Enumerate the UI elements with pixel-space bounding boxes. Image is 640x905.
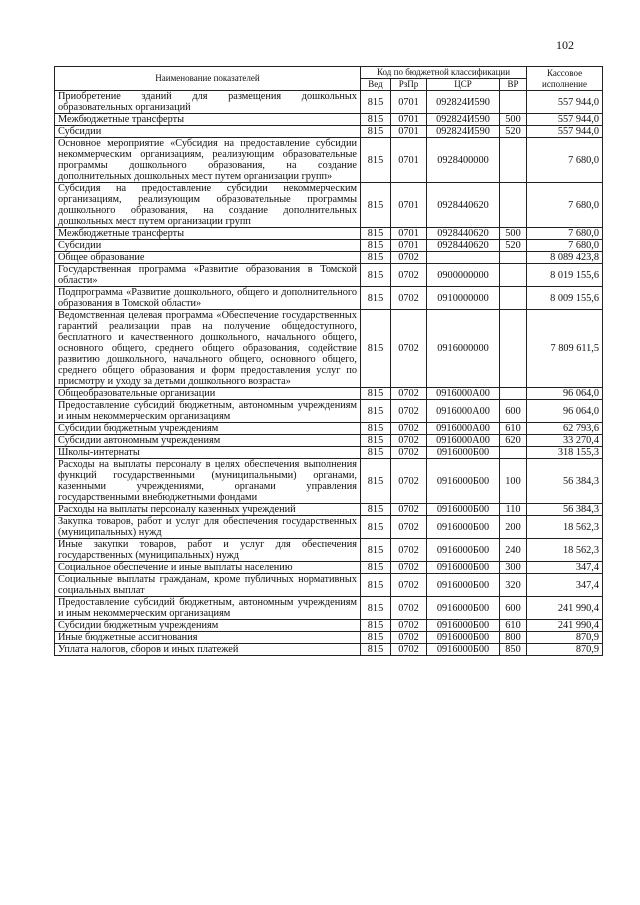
table-row (55, 91, 603, 114)
row-rzpr: 0702 (391, 459, 427, 504)
row-name: Подпрограмма «Развитие дошкольного, общего и дополнительного образования в Томской области» (55, 287, 361, 310)
row-csr (427, 252, 500, 264)
row-amount: 18 562,3 (527, 516, 603, 539)
row-name: Иные бюджетные ассигнования (55, 632, 361, 644)
row-amount: 7 809 611,5 (527, 310, 603, 388)
row-rzpr: 0702 (391, 264, 427, 287)
table-row (55, 562, 603, 574)
row-rzpr: 0702 (391, 620, 427, 632)
table-row (55, 597, 603, 620)
row-csr: 0916000Б00 (427, 597, 500, 620)
row-amount: 8 089 423,8 (527, 252, 603, 264)
row-name: Закупка товаров, работ и услуг для обеспечения государственных (муниципальных) нужд (55, 516, 361, 539)
row-vr: 610 (500, 423, 527, 435)
row-rzpr: 0702 (391, 423, 427, 435)
row-name: Субсидия на предоставление субсидии некоммерческим организациям, реализующим образовательные программы дошкольного образования, на создание дополнительных дошкольных мест путем организации групп (55, 183, 361, 228)
table-row (55, 114, 603, 126)
row-name: Предоставление субсидий бюджетным, автономным учреждениям и иным некоммерческим организациям (55, 400, 361, 423)
row-ved: 815 (361, 252, 391, 264)
table-row (55, 632, 603, 644)
row-amount: 557 944,0 (527, 91, 603, 114)
table-row (55, 388, 603, 400)
row-amount: 7 680,0 (527, 228, 603, 240)
row-rzpr: 0702 (391, 644, 427, 656)
row-ved: 815 (361, 91, 391, 114)
row-csr: 0916000Б00 (427, 620, 500, 632)
row-rzpr: 0702 (391, 504, 427, 516)
header-ved: Вед (361, 79, 391, 91)
row-csr: 0916000Б00 (427, 644, 500, 656)
row-rzpr: 0701 (391, 228, 427, 240)
row-name: Ведомственная целевая программа «Обеспечение государственных гарантий реализации прав на получение общедоступного, бесплатного и качественного дошкольного, начального общего, основного общего, среднего общего образования, содействие развитию дошкольного, начального общего, основного общего, среднего общего образования и форм предоставления услуг по присмотру и уходу за детьми дошкольного возраста» (55, 310, 361, 388)
table-row (55, 620, 603, 632)
row-amount: 870,9 (527, 644, 603, 656)
row-ved: 815 (361, 447, 391, 459)
table-row (55, 435, 603, 447)
row-rzpr: 0702 (391, 252, 427, 264)
row-amount: 8 009 155,6 (527, 287, 603, 310)
row-rzpr: 0701 (391, 138, 427, 183)
row-amount: 241 990,4 (527, 620, 603, 632)
row-name: Иные закупки товаров, работ и услуг для обеспечения государственных (муниципальных) нужд (55, 539, 361, 562)
row-amount: 870,9 (527, 632, 603, 644)
row-vr: 300 (500, 562, 527, 574)
row-vr: 620 (500, 435, 527, 447)
row-rzpr: 0701 (391, 240, 427, 252)
row-name: Государственная программа «Развитие образования в Томской области» (55, 264, 361, 287)
row-vr (500, 183, 527, 228)
header-name: Наименование показателей (55, 67, 361, 91)
row-amount: 7 680,0 (527, 240, 603, 252)
header-code-group: Код по бюджетной классификации (361, 67, 527, 79)
row-rzpr: 0701 (391, 91, 427, 114)
header-vr: ВР (500, 79, 527, 91)
table-row (55, 138, 603, 183)
row-amount: 557 944,0 (527, 126, 603, 138)
row-amount: 62 793,6 (527, 423, 603, 435)
row-vr: 800 (500, 632, 527, 644)
row-amount: 96 064,0 (527, 388, 603, 400)
row-vr (500, 447, 527, 459)
row-amount: 7 680,0 (527, 138, 603, 183)
row-vr: 100 (500, 459, 527, 504)
row-vr: 520 (500, 240, 527, 252)
row-ved: 815 (361, 264, 391, 287)
row-ved: 815 (361, 574, 391, 597)
row-ved: 815 (361, 562, 391, 574)
row-amount: 347,4 (527, 574, 603, 597)
row-rzpr: 0702 (391, 400, 427, 423)
row-ved: 815 (361, 516, 391, 539)
table-row (55, 574, 603, 597)
row-vr: 240 (500, 539, 527, 562)
table-row (55, 310, 603, 388)
row-ved: 815 (361, 644, 391, 656)
row-name: Межбюджетные трансферты (55, 114, 361, 126)
row-vr: 520 (500, 126, 527, 138)
row-ved: 815 (361, 183, 391, 228)
row-rzpr: 0702 (391, 516, 427, 539)
row-ved: 815 (361, 310, 391, 388)
row-amount: 8 019 155,6 (527, 264, 603, 287)
row-vr (500, 252, 527, 264)
table-row (55, 287, 603, 310)
row-rzpr: 0702 (391, 632, 427, 644)
table-row (55, 126, 603, 138)
row-name: Субсидии бюджетным учреждениям (55, 423, 361, 435)
row-vr: 850 (500, 644, 527, 656)
row-amount: 241 990,4 (527, 597, 603, 620)
row-vr: 320 (500, 574, 527, 597)
row-rzpr: 0702 (391, 562, 427, 574)
row-vr (500, 264, 527, 287)
row-name: Социальное обеспечение и иные выплаты населению (55, 562, 361, 574)
table-row (55, 264, 603, 287)
row-csr: 0916000Б00 (427, 504, 500, 516)
table-row (55, 400, 603, 423)
row-csr: 0916000Б00 (427, 516, 500, 539)
table-row (55, 183, 603, 228)
row-amount: 56 384,3 (527, 504, 603, 516)
row-vr (500, 287, 527, 310)
row-ved: 815 (361, 240, 391, 252)
header-rzpr: РзПр (391, 79, 427, 91)
table-row (55, 459, 603, 504)
row-ved: 815 (361, 435, 391, 447)
row-vr: 600 (500, 400, 527, 423)
table-row (55, 644, 603, 656)
row-name: Предоставление субсидий бюджетным, автономным учреждениям и иным некоммерческим организациям (55, 597, 361, 620)
row-ved: 815 (361, 504, 391, 516)
row-amount: 318 155,3 (527, 447, 603, 459)
row-csr: 0916000Б00 (427, 459, 500, 504)
row-csr: 0916000А00 (427, 435, 500, 447)
table-row (55, 516, 603, 539)
table-row (55, 228, 603, 240)
row-vr (500, 91, 527, 114)
budget-table (54, 66, 603, 656)
row-vr (500, 310, 527, 388)
row-name: Уплата налогов, сборов и иных платежей (55, 644, 361, 656)
row-name: Межбюджетные трансферты (55, 228, 361, 240)
row-csr: 0916000Б00 (427, 574, 500, 597)
row-rzpr: 0702 (391, 310, 427, 388)
table-row (55, 423, 603, 435)
row-name: Расходы на выплаты персоналу в целях обеспечения выполнения функций государственными (муниципальными) органами, казенными учреждениями, органами управления государственными внебюджетными фондами (55, 459, 361, 504)
table-row (55, 447, 603, 459)
table-row (55, 539, 603, 562)
row-ved: 815 (361, 114, 391, 126)
row-amount: 7 680,0 (527, 183, 603, 228)
row-name: Расходы на выплаты персоналу казенных учреждений (55, 504, 361, 516)
row-name: Субсидии автономным учреждениям (55, 435, 361, 447)
row-csr: 0910000000 (427, 287, 500, 310)
row-name: Общее образование (55, 252, 361, 264)
table-row (55, 504, 603, 516)
row-vr: 200 (500, 516, 527, 539)
row-rzpr: 0702 (391, 388, 427, 400)
page-number: 102 (556, 38, 574, 52)
row-csr: 0916000000 (427, 310, 500, 388)
row-rzpr: 0701 (391, 114, 427, 126)
row-vr: 610 (500, 620, 527, 632)
row-csr: 092824И590 (427, 126, 500, 138)
row-csr: 0916000А00 (427, 400, 500, 423)
row-rzpr: 0702 (391, 597, 427, 620)
row-csr: 0916000Б00 (427, 447, 500, 459)
row-amount: 33 270,4 (527, 435, 603, 447)
row-ved: 815 (361, 459, 391, 504)
row-name: Субсидии (55, 240, 361, 252)
row-vr: 110 (500, 504, 527, 516)
row-name: Школы-интернаты (55, 447, 361, 459)
row-rzpr: 0702 (391, 539, 427, 562)
row-vr: 500 (500, 228, 527, 240)
row-ved: 815 (361, 287, 391, 310)
row-rzpr: 0702 (391, 287, 427, 310)
row-csr: 0916000А00 (427, 388, 500, 400)
row-ved: 815 (361, 632, 391, 644)
row-ved: 815 (361, 126, 391, 138)
row-name: Общеобразовательные организации (55, 388, 361, 400)
row-amount: 56 384,3 (527, 459, 603, 504)
row-name: Приобретение зданий для размещения дошкольных образовательных организаций (55, 91, 361, 114)
row-name: Социальные выплаты гражданам, кроме публичных нормативных социальных выплат (55, 574, 361, 597)
row-csr: 0928440620 (427, 228, 500, 240)
row-ved: 815 (361, 597, 391, 620)
row-amount: 96 064,0 (527, 400, 603, 423)
row-ved: 815 (361, 400, 391, 423)
row-amount: 557 944,0 (527, 114, 603, 126)
header-csr: ЦСР (427, 79, 500, 91)
table-body (55, 91, 603, 656)
header-amount: Кассовое исполнение (527, 67, 603, 91)
row-csr: 092824И590 (427, 114, 500, 126)
row-ved: 815 (361, 423, 391, 435)
row-ved: 815 (361, 228, 391, 240)
row-name: Субсидии (55, 126, 361, 138)
row-csr: 0916000Б00 (427, 562, 500, 574)
row-ved: 815 (361, 539, 391, 562)
row-amount: 347,4 (527, 562, 603, 574)
row-rzpr: 0702 (391, 435, 427, 447)
table-header (55, 67, 603, 91)
row-csr: 0928440620 (427, 240, 500, 252)
row-vr: 500 (500, 114, 527, 126)
row-name: Субсидии бюджетным учреждениям (55, 620, 361, 632)
row-rzpr: 0701 (391, 126, 427, 138)
row-vr: 600 (500, 597, 527, 620)
row-csr: 0916000А00 (427, 423, 500, 435)
row-rzpr: 0701 (391, 183, 427, 228)
row-ved: 815 (361, 138, 391, 183)
row-ved: 815 (361, 620, 391, 632)
row-name: Основное мероприятие «Субсидия на предоставление субсидии некоммерческим организациям, реализующим образовательные программы дошкольного образования, на создание дополнительных дошкольных мест путем организации групп» (55, 138, 361, 183)
table-row (55, 240, 603, 252)
row-rzpr: 0702 (391, 574, 427, 597)
row-csr: 0916000Б00 (427, 632, 500, 644)
row-amount: 18 562,3 (527, 539, 603, 562)
row-vr (500, 138, 527, 183)
row-vr (500, 388, 527, 400)
row-ved: 815 (361, 388, 391, 400)
row-rzpr: 0702 (391, 447, 427, 459)
row-csr: 0928400000 (427, 138, 500, 183)
row-csr: 0900000000 (427, 264, 500, 287)
table-row (55, 252, 603, 264)
row-csr: 092824И590 (427, 91, 500, 114)
row-csr: 0928440620 (427, 183, 500, 228)
row-csr: 0916000Б00 (427, 539, 500, 562)
